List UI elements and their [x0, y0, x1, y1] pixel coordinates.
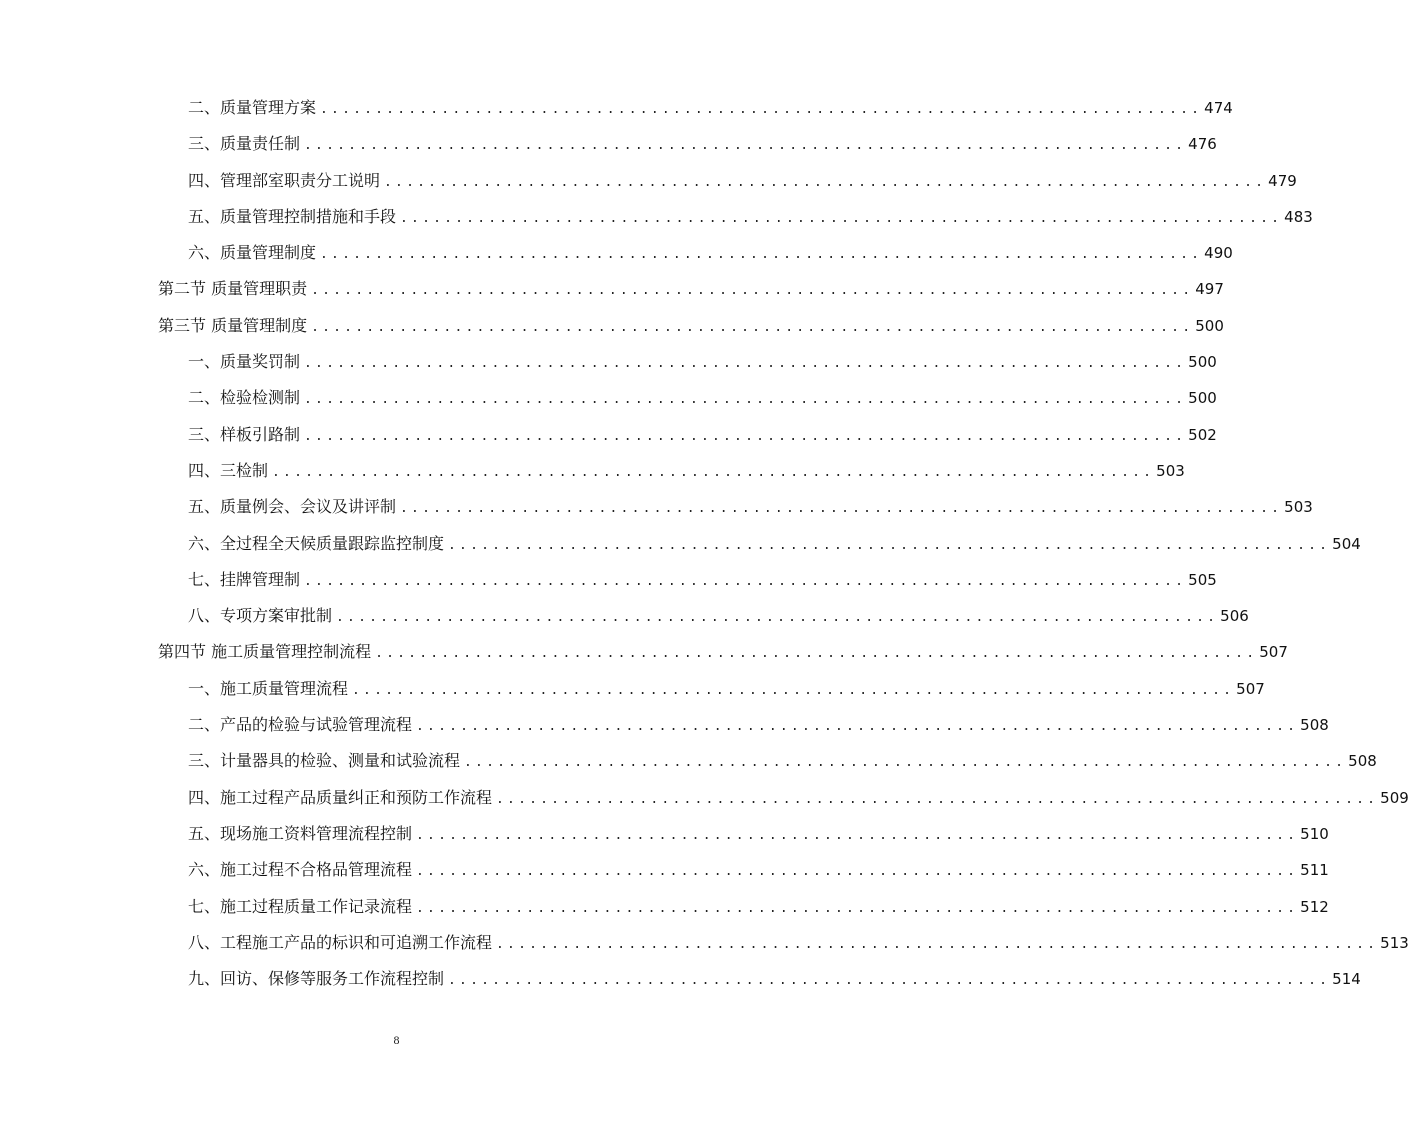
toc-leader-dots: ................................................................................: [304, 138, 1187, 154]
toc-entry[interactable]: [158, 489, 1313, 525]
toc-entry-page-number: 505: [1188, 570, 1217, 589]
toc-leader-dots: ................................................................................: [336, 610, 1219, 626]
toc-leader-dots: ................................................................................: [304, 356, 1187, 372]
toc-entry[interactable]: [158, 889, 1329, 925]
toc-entry[interactable]: [158, 235, 1233, 271]
toc-entry[interactable]: [158, 852, 1329, 888]
toc-leader-dots: ................................................................................: [304, 428, 1187, 444]
toc-entry[interactable]: [158, 634, 1288, 670]
toc-entry-title: 三、样板引路制: [188, 424, 301, 444]
toc-entry-title: 五、现场施工资料管理流程控制: [188, 823, 413, 843]
toc-entry-title: 六、全过程全天候质量跟踪监控制度: [188, 533, 445, 553]
toc-entry-page-number: 500: [1188, 389, 1217, 408]
toc-entry[interactable]: [158, 199, 1313, 235]
toc-entry[interactable]: [158, 526, 1361, 562]
toc-leader-dots: ................................................................................: [320, 247, 1203, 263]
toc-entry-title: 第三节 质量管理制度: [158, 315, 308, 335]
toc-leader-dots: ................................................................................: [416, 864, 1299, 880]
toc-entry-page-number: 483: [1284, 207, 1313, 226]
toc-entry-title: 第二节 质量管理职责: [158, 279, 308, 299]
toc-entry[interactable]: [158, 816, 1329, 852]
toc-entry[interactable]: [158, 163, 1297, 199]
toc-leader-dots: ................................................................................: [448, 973, 1331, 989]
toc-entry-page-number: 503: [1284, 498, 1313, 517]
toc-leader-dots: ................................................................................: [272, 464, 1155, 480]
toc-entry-title: 六、施工过程不合格品管理流程: [188, 860, 413, 880]
toc-entry[interactable]: [158, 598, 1249, 634]
toc-entry-title: 五、质量例会、会议及讲评制: [188, 497, 397, 517]
toc-entry-title: 四、管理部室职责分工说明: [188, 170, 381, 190]
toc-entry-page-number: 507: [1259, 643, 1288, 662]
toc-entry-page-number: 511: [1300, 861, 1329, 880]
toc-entry-page-number: 502: [1188, 425, 1217, 444]
toc-leader-dots: ................................................................................: [375, 646, 1258, 662]
toc-entry-page-number: 510: [1300, 824, 1329, 843]
toc-entry[interactable]: [158, 417, 1217, 453]
toc-entry-page-number: 504: [1332, 534, 1361, 553]
toc-entry-page-number: 506: [1220, 607, 1249, 626]
toc-entry-page-number: 512: [1300, 897, 1329, 916]
toc-entry-title: 四、施工过程产品质量纠正和预防工作流程: [188, 787, 493, 807]
toc-entry[interactable]: [158, 380, 1217, 416]
toc-leader-dots: ................................................................................: [304, 573, 1187, 589]
toc-entry-title: 六、质量管理制度: [188, 243, 317, 263]
toc-entry-page-number: 513: [1380, 933, 1409, 952]
toc-leader-dots: ................................................................................: [384, 174, 1267, 190]
toc-entry[interactable]: [158, 308, 1224, 344]
toc-leader-dots: ................................................................................: [416, 900, 1299, 916]
toc-entry-title: 七、施工过程质量工作记录流程: [188, 896, 413, 916]
toc-entry-page-number: 479: [1268, 171, 1297, 190]
toc-entry-title: 一、质量奖罚制: [188, 352, 301, 372]
toc-entry-page-number: 500: [1195, 316, 1224, 335]
toc-leader-dots: ................................................................................: [496, 936, 1379, 952]
toc-entry-title: 三、质量责任制: [188, 134, 301, 154]
toc-entry[interactable]: [158, 90, 1233, 126]
toc-leader-dots: ................................................................................: [448, 537, 1331, 553]
toc-entry[interactable]: [158, 743, 1377, 779]
toc-entry[interactable]: [158, 126, 1217, 162]
toc-entry-page-number: 503: [1156, 461, 1185, 480]
toc-entry-title: 二、质量管理方案: [188, 98, 317, 117]
toc-entry[interactable]: [158, 271, 1224, 307]
toc-entry-title: 五、质量管理控制措施和手段: [188, 206, 397, 226]
toc-entry-title: 八、专项方案审批制: [188, 606, 333, 626]
toc-entry-page-number: 500: [1188, 353, 1217, 372]
toc-entry-page-number: 474: [1204, 99, 1233, 117]
toc-entry-title: 四、三检制: [188, 460, 269, 480]
toc-leader-dots: ................................................................................: [304, 392, 1187, 408]
toc-entry[interactable]: [158, 707, 1329, 743]
toc-leader-dots: ................................................................................: [311, 283, 1194, 299]
toc-entry[interactable]: [158, 780, 1409, 816]
toc-entry-page-number: 508: [1300, 716, 1329, 735]
toc-entry-title: 八、工程施工产品的标识和可追溯工作流程: [188, 932, 493, 952]
toc-entry-page-number: 476: [1188, 135, 1217, 154]
footer-page-number: 8: [393, 1033, 400, 1047]
toc-entry-title: 七、挂牌管理制: [188, 569, 301, 589]
toc-entry[interactable]: [158, 671, 1265, 707]
toc-leader-dots: ................................................................................: [311, 319, 1194, 335]
toc-entry-title: 九、回访、保修等服务工作流程控制: [188, 969, 445, 989]
toc-entry-page-number: 497: [1195, 280, 1224, 299]
toc-leader-dots: ................................................................................: [352, 682, 1235, 698]
toc-leader-dots: ................................................................................: [496, 791, 1379, 807]
toc-entry-title: 二、产品的检验与试验管理流程: [188, 715, 413, 735]
toc-entry[interactable]: [158, 344, 1217, 380]
toc-entry-page-number: 509: [1380, 788, 1409, 807]
toc-entry-page-number: 508: [1348, 752, 1377, 771]
toc-leader-dots: ................................................................................: [400, 210, 1283, 226]
toc-leader-dots: ................................................................................: [416, 719, 1299, 735]
toc-leader-dots: ................................................................................: [400, 501, 1283, 517]
toc-entry[interactable]: [158, 562, 1217, 598]
toc-entry-title: 三、计量器具的检验、测量和试验流程: [188, 751, 461, 771]
toc-entry[interactable]: [158, 453, 1185, 489]
table-of-contents: [158, 90, 1409, 997]
toc-leader-dots: ................................................................................: [464, 755, 1347, 771]
toc-entry[interactable]: [158, 925, 1409, 961]
toc-entry-title: 第四节 施工质量管理控制流程: [158, 642, 372, 662]
toc-entry-page-number: 490: [1204, 244, 1233, 263]
toc-entry-title: 一、施工质量管理流程: [188, 678, 349, 698]
toc-leader-dots: ................................................................................: [320, 102, 1203, 117]
toc-entry-page-number: 514: [1332, 970, 1361, 989]
toc-entry-title: 二、检验检测制: [188, 388, 301, 408]
toc-leader-dots: ................................................................................: [416, 827, 1299, 843]
toc-entry-page-number: 507: [1236, 679, 1265, 698]
toc-entry[interactable]: [158, 961, 1361, 997]
